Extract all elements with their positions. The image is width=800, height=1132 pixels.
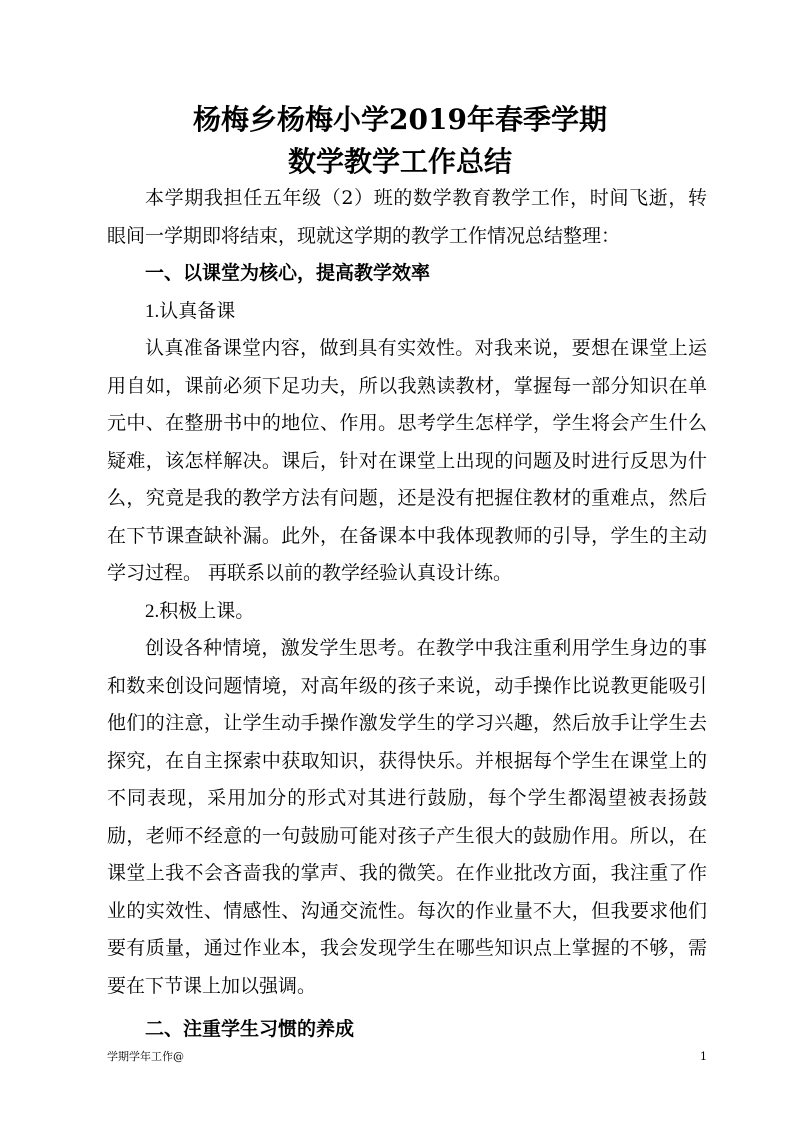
- lesson-prep-paragraph: 认真准备课堂内容，做到具有实效性。对我来说，要想在课堂上运用自如，课前必须下足功夫，所以我熟读教材，掌握每一部分知识在单元中、在整册书中的地位、作用。思考学生怎样学，学生将会产生什么疑难，该怎样解决。课后，针对在课堂上出现的问题及时进行反思为什么，究竟是我的教学方法有问题，还是没有把握住教材的重难点，然后在下节课查缺补漏。此外，在备课本中我体现教师的引导，学生的主动学习过程。 再联系以前的教学经验认真设计练。: [107, 337, 707, 584]
- subsection-heading-2: 2.积极上课。: [145, 600, 255, 622]
- section-heading-1: 一、以课堂为核心，提高教学效率: [145, 262, 431, 284]
- document-title-line2: 数学教学工作总结: [287, 145, 512, 178]
- document-title-line1: 杨梅乡杨梅小学2019年春季学期: [193, 103, 607, 136]
- section-heading-2: 二、注重学生习惯的养成: [145, 1018, 355, 1040]
- active-teaching-paragraph: 创设各种情境，激发学生思考。在教学中我注重利用学生身边的事和数来创设问题情境，对高年级的孩子来说，动手操作比说教更能吸引他们的注意，让学生动手操作激发学生的学习兴趣，然后放手让学生去探究，在自主探索中获取知识，获得快乐。并根据每个学生在课堂上的不同表现，采用加分的形式对其进行鼓励，每个学生都渴望被表扬鼓励，老师不经意的一句鼓励可能对孩子产生很大的鼓励作用。所以，在课堂上我不会吝啬我的掌声、我的微笑。在作业批改方面，我注重了作业的实效性、情感性、沟通交流性。每次的作业量不大，但我要求他们要有质量，通过作业本，我会发现学生在哪些知识点上掌握的不够，需要在下节课上加以强调。: [107, 637, 707, 997]
- intro-paragraph: 本学期我担任五年级（2）班的数学教育教学工作，时间飞逝，转眼间一学期即将结束，现就这学期的教学工作情况总结整理：: [107, 187, 707, 247]
- page-number: 1: [700, 1050, 707, 1063]
- subsection-heading-1: 1.认真备课: [145, 300, 236, 322]
- footer-text: 学期学年工作@: [107, 1050, 184, 1063]
- document-body: [107, 180, 707, 1049]
